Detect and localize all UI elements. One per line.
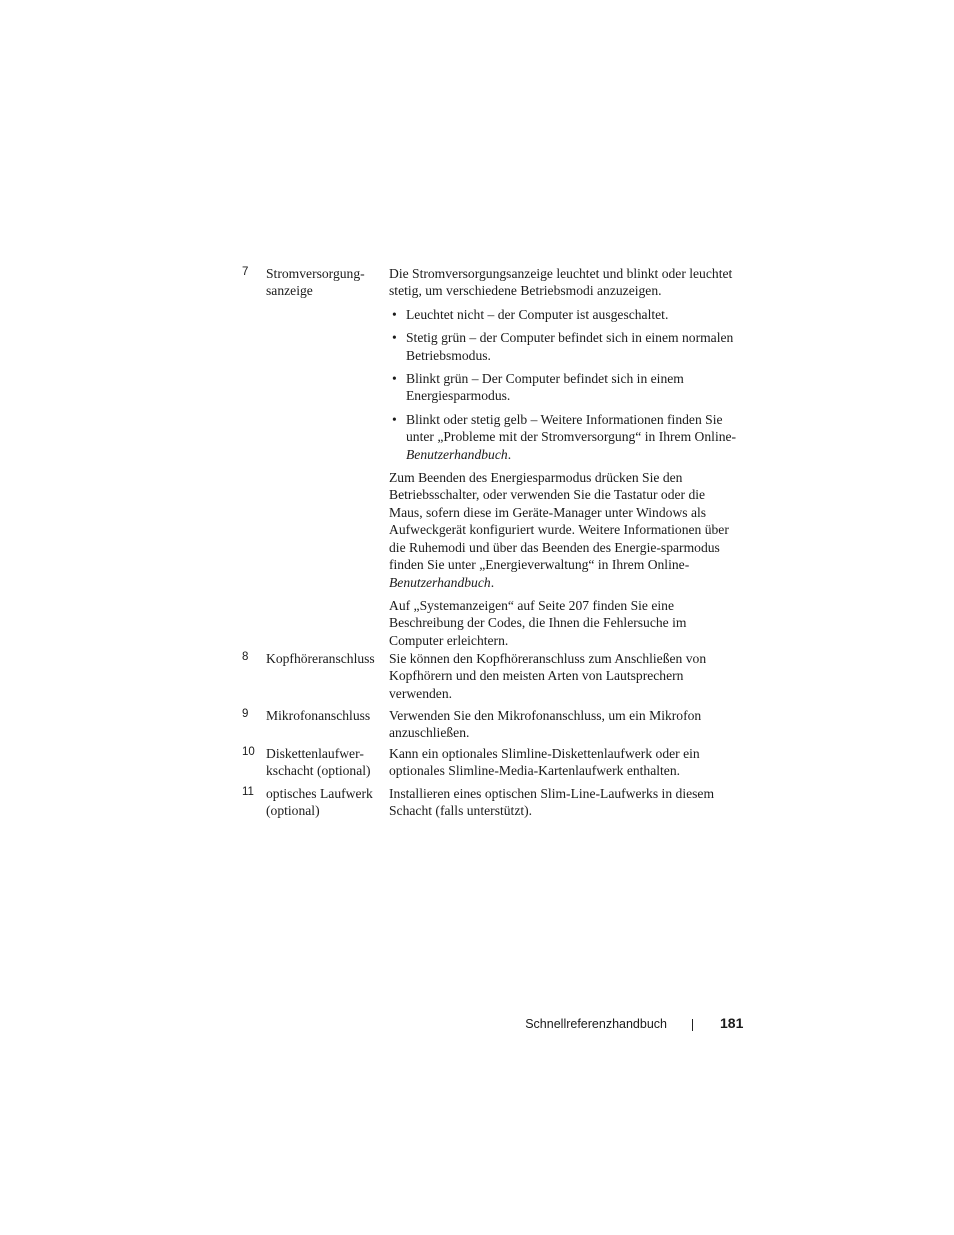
row-description: Kann ein optionales Slimline-Diskettenlaufwerk oder ein optionales Slimline-Media-Kartenlaufwerk enthalten.	[389, 746, 700, 779]
row-label	[266, 650, 384, 667]
page-footer	[0, 1015, 954, 1035]
list-item	[389, 411, 739, 463]
row-label-line: Stromversorgung-	[266, 266, 365, 281]
page-number: 181	[720, 1015, 744, 1031]
row-number: 10	[242, 746, 255, 758]
bullet-icon: •	[392, 306, 397, 322]
list-item-text: Blinkt grün – Der Computer befindet sich in einem Energiesparmodus.	[406, 371, 684, 404]
row-description: Verwenden Sie den Mikrofonanschluss, um ein Mikrofon anzuschließen.	[389, 708, 702, 741]
list-item-text: Blinkt oder stetig gelb – Weitere Informationen finden Sie unter „Probleme mit der Stromversorgung“ in Ihrem Online-	[406, 411, 737, 445]
list-item	[389, 370, 739, 405]
row-number: 11	[242, 786, 254, 798]
manual-title: Benutzerhandbuch	[389, 574, 491, 590]
list-item	[389, 329, 739, 364]
row-label-line: (optional)	[266, 803, 320, 819]
row-label-line: sanzeige	[266, 283, 313, 299]
row-description: Sie können den Kopfhöreranschluss zum Anschließen von Kopfhörern und den meisten Arten von Lautsprechern verwenden.	[389, 651, 707, 701]
footer-title: Schnellreferenzhandbuch	[525, 1017, 667, 1031]
bullet-icon: •	[392, 411, 397, 427]
footer-separator	[692, 1019, 693, 1031]
list-item-text: Leuchtet nicht – der Computer ist ausgeschaltet.	[406, 306, 669, 322]
bullet-icon: •	[392, 371, 397, 387]
status-list	[389, 306, 739, 463]
description-paragraph: Auf „Systemanzeigen“ auf Seite 207 finden Sie eine Beschreibung der Codes, die Ihnen die Fehlersuche im Computer erleichtern.	[389, 597, 687, 648]
list-item-end: .	[507, 446, 512, 462]
row-label-line: Diskettenlaufwer-	[266, 746, 364, 761]
row-label-line: Mikrofonanschluss	[266, 708, 371, 723]
list-item-text: Stetig grün – der Computer befindet sich in einem normalen Betriebsmodus.	[406, 330, 734, 363]
row-label-line: kschacht (optional)	[266, 763, 371, 779]
description-paragraph	[389, 469, 739, 591]
row-label	[266, 785, 384, 820]
row-label	[266, 707, 384, 724]
row-number: 7	[242, 266, 249, 278]
description-paragraph: Die Stromversorgungsanzeige leuchtet und blinkt oder leuchtet stetig, um verschiedene Betriebsmodi anzuzeigen.	[389, 266, 733, 299]
row-description: Installieren eines optischen Slim-Line-Laufwerks in diesem Schacht (falls unterstützt).	[389, 786, 715, 819]
row-label	[266, 745, 384, 780]
row-label	[266, 265, 384, 300]
paragraph-end: .	[490, 574, 495, 590]
paragraph-text: Zum Beenden des Energiesparmodus drücken Sie den Betriebsschalter, oder verwenden Sie die Tastatur oder die Maus, sofern diese im Geräte-Manager unter Windows als Aufweckgerät konfiguriert wurde. Weitere Informationen über die Ruhemodi und über das Beenden des Energie-sparmodus finden Sie unter „Energieverwaltung“ in Ihrem Online-	[389, 470, 729, 573]
row-number: 9	[242, 708, 249, 720]
row-description	[389, 265, 739, 655]
list-item	[389, 306, 739, 323]
row-number: 8	[242, 651, 249, 663]
row-label-line: optisches Laufwerk	[266, 786, 373, 801]
bullet-icon: •	[392, 330, 397, 346]
row-label-line: Kopfhöreranschluss	[266, 651, 375, 666]
manual-title: Benutzerhandbuch	[406, 446, 508, 462]
